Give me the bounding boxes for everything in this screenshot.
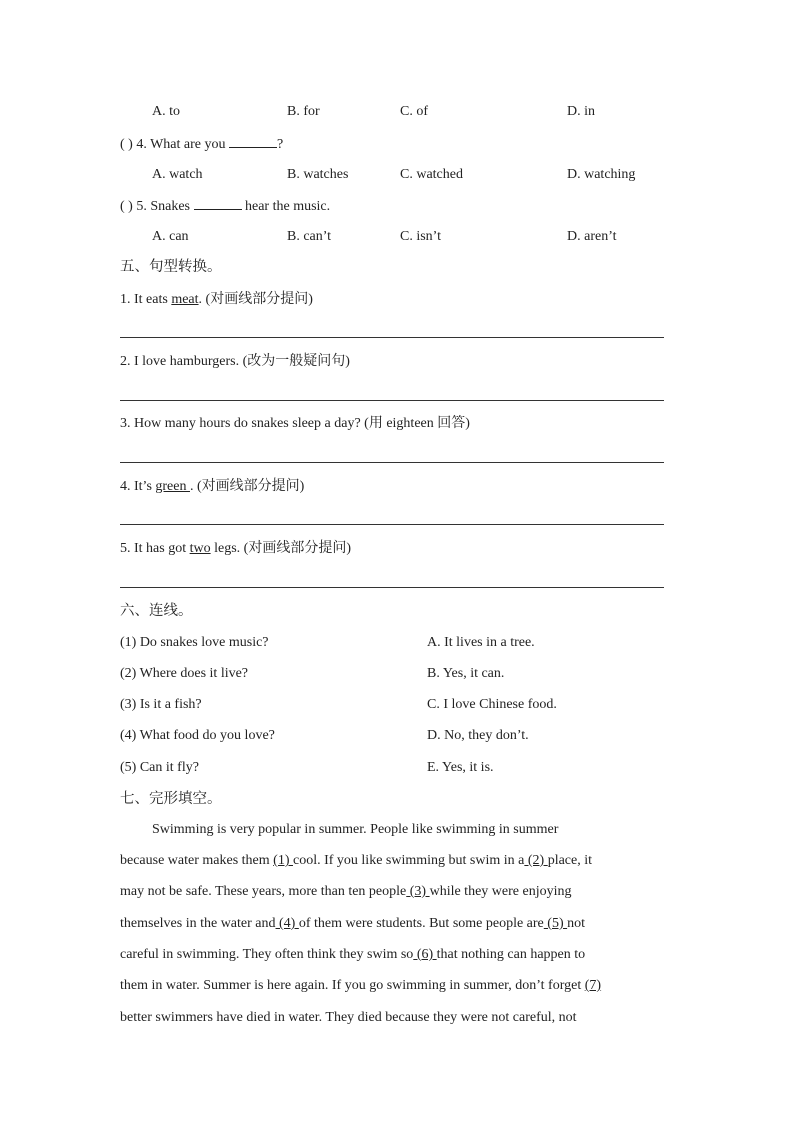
match-answer-c[interactable]: C. I love Chinese food. [427,697,557,712]
match-question-1[interactable]: (1) Do snakes love music? [120,635,269,650]
question-text: 4. What are you [136,137,226,152]
q4-option-c: C. watched [400,167,463,182]
section5-item-2: 2. I love hamburgers. (改为一般疑问句) [120,354,350,369]
answer-line[interactable] [120,337,664,338]
section-5-title: 五、句型转换。 [120,259,222,275]
cloze-gap-7[interactable]: (7) [584,978,602,993]
match-answer-b[interactable]: B. Yes, it can. [427,666,505,681]
cloze-gap-4[interactable]: (4) [275,916,299,931]
q3-option-b: B. for [287,104,320,119]
answer-blank [229,135,277,148]
question-5 [120,197,330,216]
cloze-line-7: better swimmers have died in water. They died because they were not careful, not [120,1010,577,1025]
q5-option-b: B. can’t [287,229,332,244]
q4-option-b: B. watches [287,167,349,182]
answer-blank [194,197,242,210]
section-7-title: 七、完形填空。 [120,791,222,807]
answer-line[interactable] [120,462,664,463]
q3-option-c: C. of [400,104,428,119]
cloze-line-4: themselves in the water and (4) of them were students. But some people are (5) not [120,916,585,931]
section5-item-4: 4. It’s green . (对画线部分提问) [120,479,305,494]
match-question-4[interactable]: (4) What food do you love? [120,728,275,743]
q4-option-a: A. watch [152,167,203,182]
cloze-gap-3[interactable]: (3) [406,884,430,899]
cloze-gap-1[interactable]: (1) [273,853,293,868]
q4-option-d: D. watching [567,167,636,182]
match-answer-a[interactable]: A. It lives in a tree. [427,635,535,650]
match-answer-d[interactable]: D. No, they don’t. [427,728,529,743]
cloze-gap-5[interactable]: (5) [543,916,568,931]
cloze-gap-2[interactable]: (2) [524,853,548,868]
q3-option-a: A. to [152,104,180,119]
section5-item-5: 5. It has got two legs. (对画线部分提问) [120,541,351,556]
answer-line[interactable] [120,587,664,588]
cloze-line-2: because water makes them (1) cool. If you like swimming but swim in a (2) place, it [120,853,592,868]
match-answer-e[interactable]: E. Yes, it is. [427,760,494,775]
cloze-line-5: careful in swimming. They often think they swim so (6) that nothing can happen to [120,947,586,962]
match-question-2[interactable]: (2) Where does it live? [120,666,249,681]
cloze-line-6: them in water. Summer is here again. If you go swimming in summer, don’t forget (7) [120,978,602,993]
cloze-line-1: Swimming is very popular in summer. People like swimming in summer [152,822,559,837]
cloze-line-3: may not be safe. These years, more than ten people (3) while they were enjoying [120,884,572,899]
section5-item-3: 3. How many hours do snakes sleep a day? (用 eighteen 回答) [120,416,470,431]
q5-option-c: C. isn’t [400,229,441,244]
section-6-title: 六、连线。 [120,603,193,619]
q3-option-d: D. in [567,104,595,119]
answer-line[interactable] [120,400,664,401]
q5-option-a: A. can [152,229,189,244]
question-suffix: hear the music. [245,199,331,214]
question-suffix: ? [276,137,284,152]
answer-paren: ( ) [120,137,133,152]
answer-paren: ( ) [120,199,133,214]
question-4 [120,135,283,154]
question-text: 5. Snakes [136,199,190,214]
q5-option-d: D. aren’t [567,229,617,244]
match-question-3[interactable]: (3) Is it a fish? [120,697,202,712]
answer-line[interactable] [120,524,664,525]
cloze-gap-6[interactable]: (6) [413,947,437,962]
section5-item-1: 1. It eats meat. (对画线部分提问) [120,292,313,307]
match-question-5[interactable]: (5) Can it fly? [120,760,199,775]
